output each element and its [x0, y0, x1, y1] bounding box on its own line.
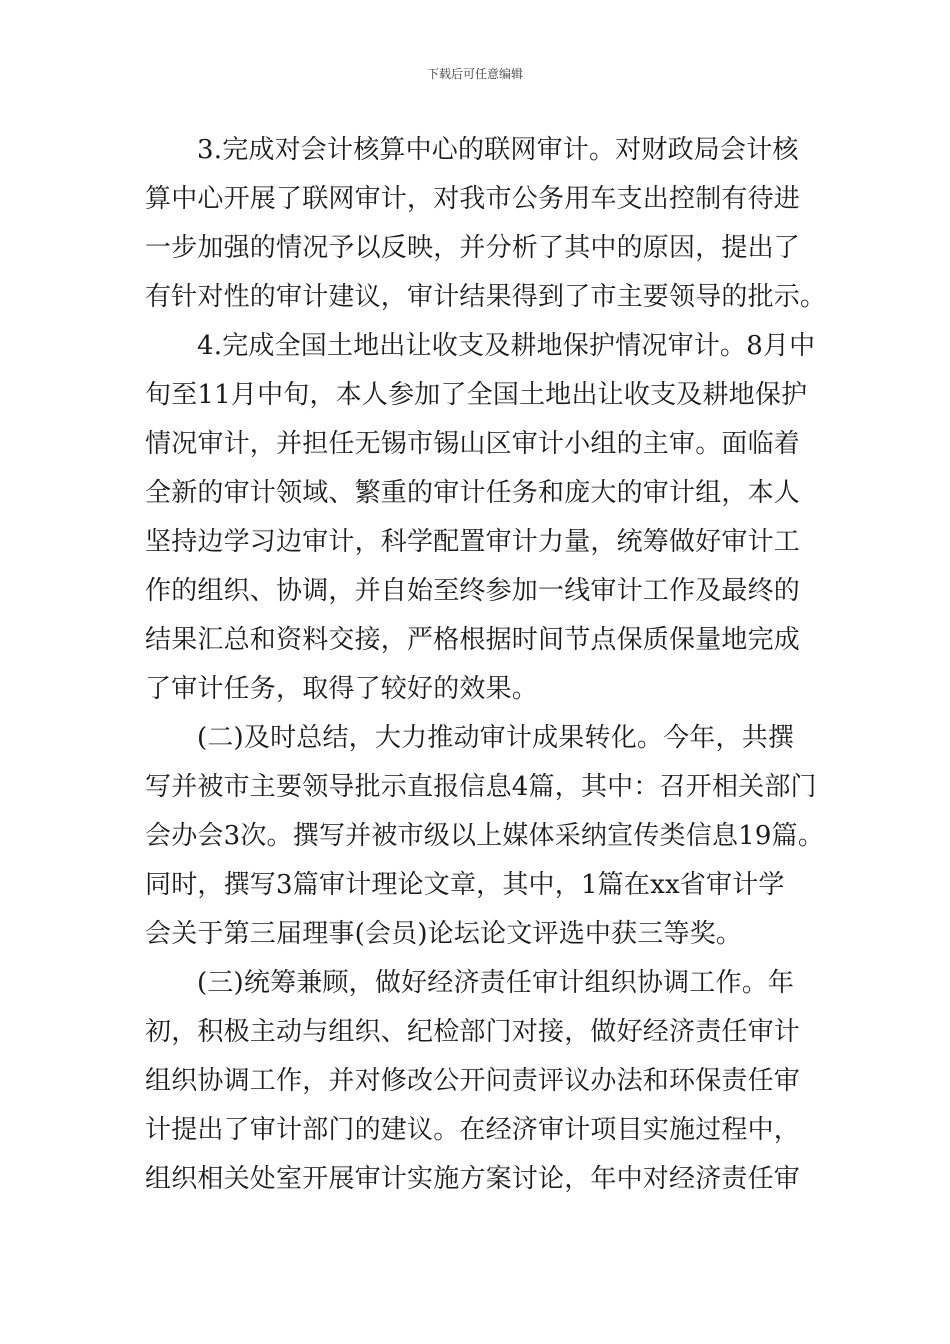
- page-header: 下载后可任意编辑: [426, 67, 523, 81]
- text-line: 算中心开展了联网审计，对我市公务用车支出控制有待进: [145, 184, 801, 214]
- text-line: 4.完成全国土地出让收支及耕地保护情况审计。8月中: [197, 331, 816, 361]
- paragraph-3-networked-audit: [145, 126, 827, 322]
- text-line: 结果汇总和资料交接，严格根据时间节点保质保量地完成: [145, 625, 801, 655]
- text-line: 全新的审计领域、繁重的审计任务和庞大的审计组，本人: [145, 478, 801, 508]
- text-line: 会办会3次。撰写并被市级以上媒体采纳宣传类信息19篇。: [145, 821, 825, 851]
- document-body: [145, 126, 827, 1204]
- text-line: (二)及时总结，大力推动审计成果转化。今年，共撰: [197, 723, 795, 753]
- text-line: 了审计任务，取得了较好的效果。: [145, 674, 539, 704]
- text-line: (三)统筹兼顾，做好经济责任审计组织协调工作。年: [197, 968, 795, 998]
- text-line: 初，积极主动与组织、纪检部门对接，做好经济责任审计: [145, 1017, 801, 1047]
- text-line: 写并被市主要领导批示直报信息4篇，其中：召开相关部门: [145, 772, 817, 802]
- text-line: 一步加强的情况予以反映，并分析了其中的原因，提出了: [145, 233, 801, 263]
- paragraph-4-land-audit: [145, 322, 816, 714]
- text-line: 坚持边学习边审计，科学配置审计力量，统筹做好审计工: [145, 527, 801, 557]
- text-line: 情况审计，并担任无锡市锡山区审计小组的主审。面临着: [145, 429, 801, 459]
- text-line: 3.完成对会计核算中心的联网审计。对财政局会计核: [197, 135, 799, 165]
- paragraph-section-2: [145, 714, 825, 959]
- text-line: 组织协调工作，并对修改公开问责评议办法和环保责任审: [145, 1066, 801, 1096]
- text-line: 同时，撰写3篇审计理论文章，其中，1篇在xx省审计学: [145, 870, 785, 900]
- text-line: 旬至11月中旬，本人参加了全国土地出让收支及耕地保护: [145, 380, 808, 410]
- text-line: 组织相关处室开展审计实施方案讨论，年中对经济责任审: [145, 1164, 801, 1194]
- text-line: 计提出了审计部门的建议。在经济审计项目实施过程中，: [145, 1115, 801, 1145]
- text-line: 作的组织、协调，并自始至终参加一线审计工作及最终的: [145, 576, 801, 606]
- text-line: 会关于第三届理事(会员)论坛论文评选中获三等奖。: [145, 919, 743, 949]
- paragraph-section-3: [145, 959, 813, 1204]
- text-line: 有针对性的审计建议，审计结果得到了市主要领导的批示。: [145, 282, 827, 312]
